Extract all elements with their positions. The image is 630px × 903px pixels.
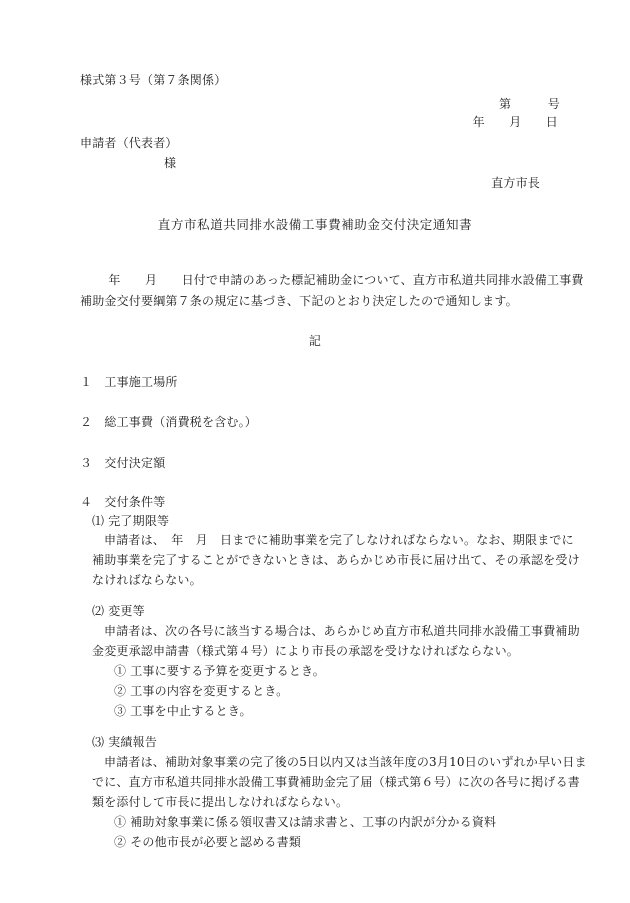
ki-heading: 記	[308, 334, 322, 348]
condition-3-line-2: でに、直方市私道共同排水設備工事費補助金完了届（様式第６号）に次の各号に掲げる書	[92, 775, 581, 789]
condition-2-heading: ⑵ 変更等	[92, 604, 145, 618]
item-4: ４ 交付条件等	[80, 495, 166, 509]
document-number: 第 号	[498, 97, 560, 111]
condition-2-sub-3: ③ 工事を中止するとき。	[114, 704, 252, 718]
condition-3-sub-1: ① 補助対象事業に係る領収書又は請求書と、工事の内訳が分かる資料	[114, 815, 497, 829]
addressee-role: 申請者（代表者）	[80, 136, 178, 150]
condition-3-line-1: 申請者は、補助対象事業の完了後の5日以内又は当該年度の3月10日のいずれか早い日ま	[104, 755, 587, 769]
addressee-honorific: 様	[164, 156, 177, 170]
intro-line-2: 補助金交付要綱第７条の規定に基づき、下記のとおり決定したので通知します。	[80, 294, 518, 308]
item-3: ３ 交付決定額	[80, 456, 166, 470]
condition-2-line-1: 申請者は、次の各号に該当する場合は、あらかじめ直方市私道共同排水設備工事費補助	[104, 624, 580, 638]
condition-3-sub-2: ② その他市長が必要と認める書類	[114, 835, 302, 849]
condition-1-line-1: 申請者は、 年 月 日までに補助事業を完了しなければならない。なお、期限までに	[104, 533, 574, 547]
condition-3-heading: ⑶ 実績報告	[92, 735, 158, 749]
condition-2-sub-1: ① 工事に要する予算を変更するとき。	[114, 664, 325, 678]
condition-2-line-2: 金変更承認申請書（様式第４号）により市長の承認を受けなければならない。	[92, 644, 520, 658]
item-1: １ 工事施工場所	[80, 375, 178, 389]
item-2: ２ 総工事費（消費税を含む。）	[80, 415, 258, 429]
condition-1-line-3: なければならない。	[92, 573, 202, 587]
intro-line-1: 年 月 日付で申請のあった標記補助金について、直方市私道共同排水設備工事費	[84, 273, 584, 287]
condition-3-line-3: 類を添付して市長に提出しなければならない。	[92, 795, 349, 809]
document-title: 直方市私道共同排水設備工事費補助金交付決定通知書	[157, 217, 473, 232]
condition-1-heading: ⑴ 完了期限等	[92, 514, 170, 528]
issuer: 直方市長	[491, 176, 540, 190]
condition-1-line-2: 補助事業を完了することができないときは、あらかじめ市長に届け出て、その承認を受け	[92, 553, 580, 567]
condition-2-sub-2: ② 工事の内容を変更するとき。	[114, 684, 289, 698]
issue-date: 年 月 日	[472, 115, 558, 129]
form-label: 様式第３号（第７条関係）	[80, 73, 227, 87]
